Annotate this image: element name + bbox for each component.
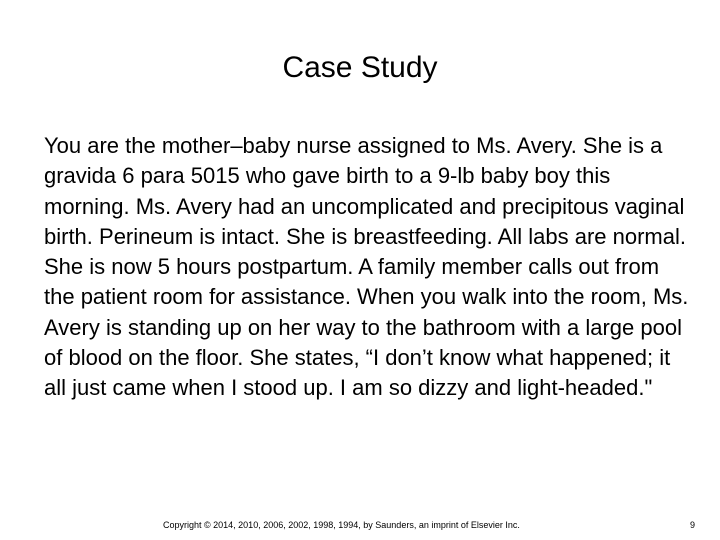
page-number: 9 (689, 520, 695, 530)
copyright-notice: Copyright © 2014, 2010, 2006, 2002, 1998, 1994, by Saunders, an imprint of Elsevier Inc. (163, 520, 520, 530)
slide-title: Case Study (282, 51, 438, 84)
slide-footer (0, 517, 720, 533)
case-study-body: You are the mother–baby nurse assigned to Ms. Avery. She is a gravida 6 para 5015 who gave birth to a 9-lb baby boy this morning. Ms. Avery had an uncomplicated and precipitous vaginal birth. Perineum is intact. She is breastfeeding. All labs are normal. She is now 5 hours postpartum. A family member calls out from the patient room for assistance. When you walk into the room, Ms. Avery is standing up on her way to the bathroom with a large pool of blood on the floor. She states, “I don’t know what happened; it all just came when I stood up. I am so dizzy and light-headed." (44, 133, 689, 401)
